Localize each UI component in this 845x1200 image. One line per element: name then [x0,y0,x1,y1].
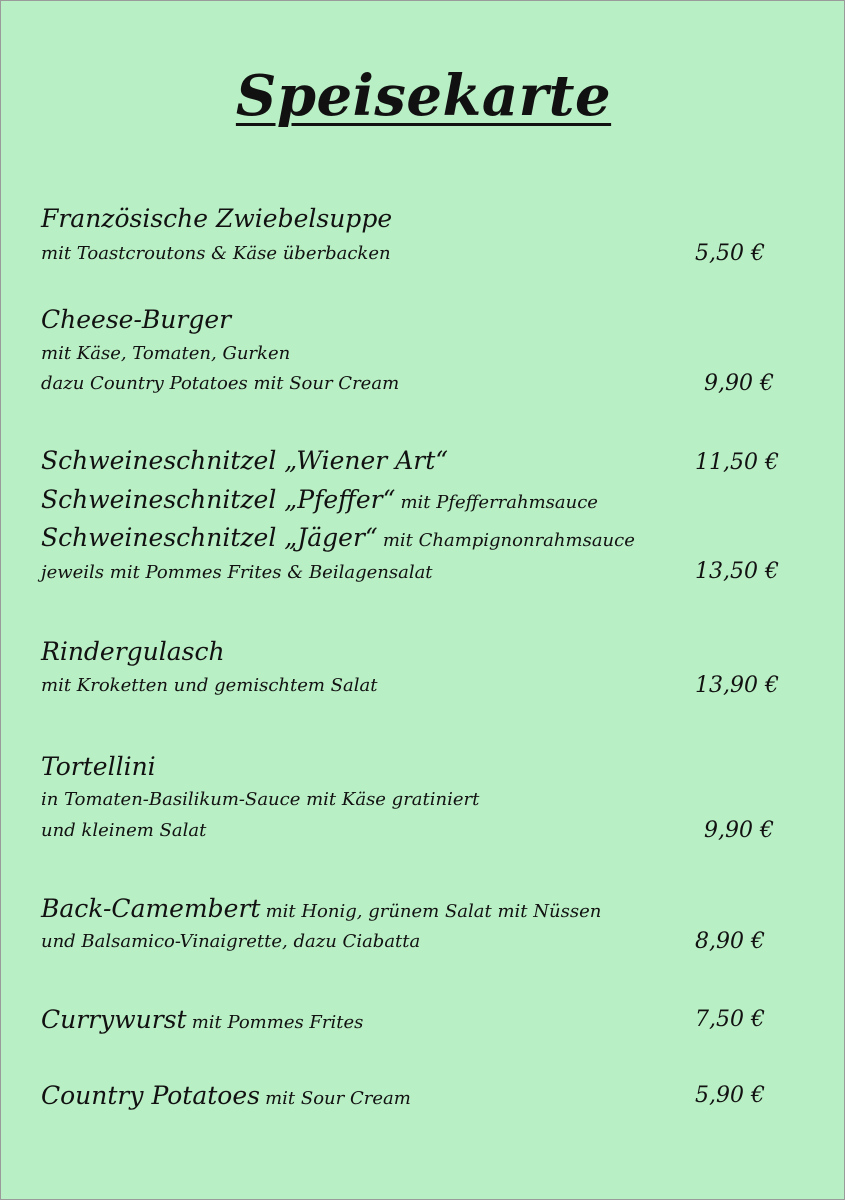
item-name-cheese-burger: Cheese-Burger [41,305,232,334]
item-price-currywurst: 7,50 € [695,1007,765,1032]
item-price-back-camembert: 8,90 € [695,929,765,954]
item-desc-schnitzel-jaeger: mit Champignonrahmsauce [382,530,635,551]
item-country-potatoes [41,1081,411,1110]
item-desc-zwiebelsuppe: mit Toastcroutons & Käse überbacken [41,243,391,264]
item-desc-schnitzel-pfeffer: mit Pfefferrahmsauce [400,492,598,513]
item-desc-country-potatoes: mit Sour Cream [265,1088,411,1109]
item-desc-tortellini-1: in Tomaten-Basilikum-Sauce mit Käse gratiniert [41,789,480,810]
item-desc-back-camembert-2: und Balsamico-Vinaigrette, dazu Ciabatta [41,931,421,952]
item-desc-back-camembert-1: mit Honig, grünem Salat mit Nüssen [265,901,602,922]
item-name-rindergulasch: Rindergulasch [41,637,225,666]
item-name-zwiebelsuppe: Französische Zwiebelsuppe [41,204,393,233]
item-price-zwiebelsuppe: 5,50 € [695,241,765,266]
page-title: Speisekarte [235,63,612,129]
item-name-schnitzel-wiener: Schweineschnitzel „Wiener Art“ [41,446,449,475]
item-desc-tortellini-2: und kleinem Salat [41,820,207,841]
item-back-camembert [41,894,601,923]
item-name-currywurst: Currywurst [41,1005,187,1034]
item-name-schnitzel-pfeffer: Schweineschnitzel „Pfeffer“ [41,485,396,514]
item-name-country-potatoes: Country Potatoes [41,1081,260,1110]
item-price-country-potatoes: 5,90 € [695,1083,765,1108]
item-price-schnitzel: 13,50 € [695,559,779,584]
item-desc-cheese-burger-1: mit Käse, Tomaten, Gurken [41,343,291,364]
item-price-cheese-burger: 9,90 € [704,371,774,396]
item-currywurst [41,1005,363,1034]
item-desc-currywurst: mit Pommes Frites [191,1012,364,1033]
item-desc-rindergulasch: mit Kroketten und gemischtem Salat [41,675,378,696]
item-price-schnitzel-wiener: 11,50 € [695,450,779,475]
item-schnitzel-pfeffer [41,485,598,514]
item-price-rindergulasch: 13,90 € [695,673,779,698]
item-schnitzel-jaeger [41,523,635,552]
item-name-schnitzel-jaeger: Schweineschnitzel „Jäger“ [41,523,378,552]
item-desc-cheese-burger-2: dazu Country Potatoes mit Sour Cream [41,373,400,394]
item-name-tortellini: Tortellini [41,752,156,781]
item-desc-schnitzel-beilagen: jeweils mit Pommes Frites & Beilagensalat [41,562,433,583]
item-name-back-camembert: Back-Camembert [41,894,261,923]
item-price-tortellini: 9,90 € [704,818,774,843]
